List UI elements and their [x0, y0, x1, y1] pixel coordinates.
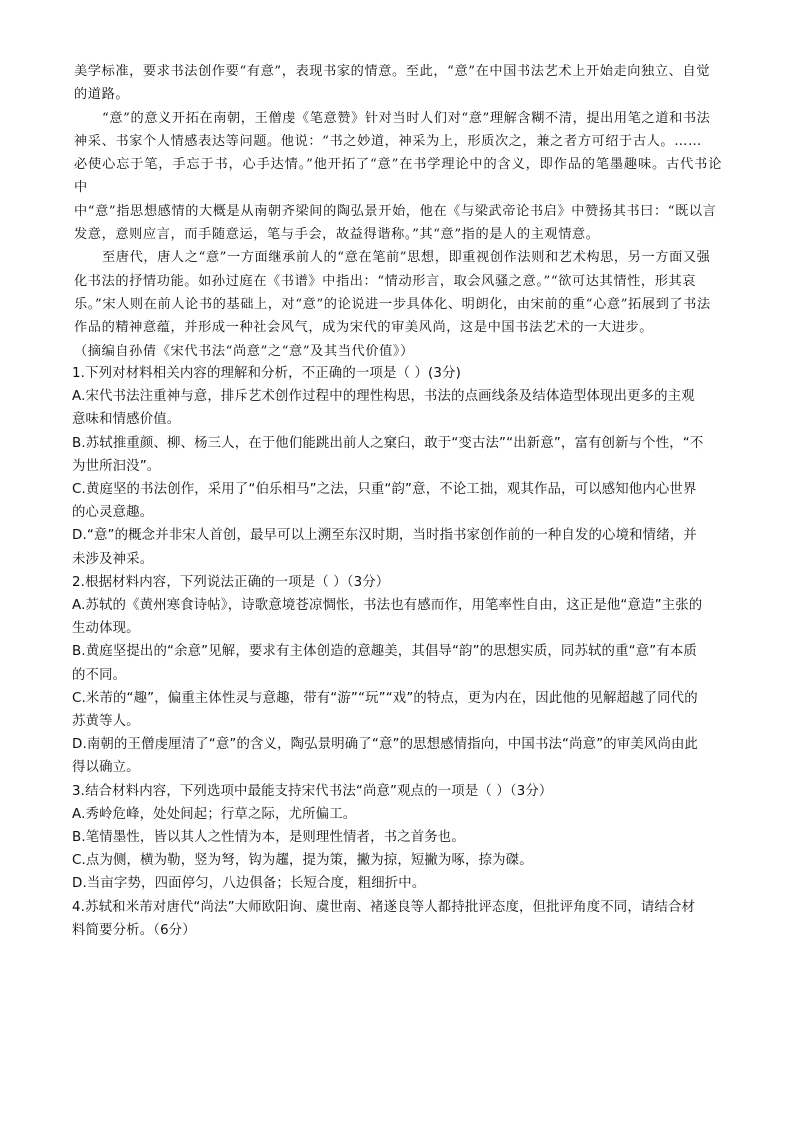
passage-line: 的道路。: [74, 87, 130, 103]
q2-option-d-cont: 得以确立。: [72, 760, 140, 776]
passage-line: 作品的精神意蕴，并形成一种社会风气，成为宋代的审美风尚，这是中国书法艺术的一大进步。: [74, 320, 654, 336]
q1-option-b-cont: 为世所汩没”。: [72, 458, 161, 474]
passage-line: 化书法的抒情功能。如孙过庭在《书谱》中指出：“情动形言，取会风骚之意。”“欲可达其情性，形其哀: [74, 273, 697, 289]
q2-option-a: A.苏轼的《黄州寒食诗帖》，诗歌意境苍凉惆怅，书法也有感而作，用笔率性自由，这正是他“意造”主张的: [72, 598, 703, 614]
passage-source: （摘编自孙倩《宋代书法“尚意”之“意”及其当代价值》）: [74, 343, 414, 359]
q3-option-a: A.秀岭危峰，处处间起；行草之际，尤所偏工。: [72, 806, 357, 822]
q3-option-c: C.点为侧，横为勒，竖为弩，钩为趯，提为策，撇为掠，短撇为啄，捺为磔。: [72, 853, 533, 869]
question-4-stem: 4.苏轼和米芾对唐代“尚法”大师欧阳询、虞世南、褚遂良等人都持批评态度，但批评角度不同，请结合材: [72, 899, 696, 915]
q1-option-b: B.苏轼推重颜、柳、杨三人，在于他们能跳出前人之窠臼，敢于“变古法”“出新意”，富有创新与个性，“不: [72, 435, 704, 451]
q1-option-d-cont: 未涉及神采。: [72, 551, 154, 567]
q2-option-c: C.米芾的“趣”，偏重主体性灵与意趣，带有“游”“玩”“戏”的特点，更为内在，因此他的见解超越了同代的: [72, 690, 698, 706]
passage-line: 神采、书家个人情感表达等问题。他说：“书之妙道，神采为上，形质次之，兼之者方可绍于古人。……: [74, 133, 702, 149]
passage-line: 中“意”指思想感情的大概是从南朝齐梁间的陶弘景开始，他在《与梁武帝论书启》中赞扬其书曰：“既以言: [74, 203, 717, 219]
passage-line: 必使心忘于笔，手忘于书，心手达情。”他开拓了“意”在书学理论中的含义，即作品的笔墨趣味。古代书论中: [74, 157, 722, 196]
q2-option-b: B.黄庭坚提出的“余意”见解，要求有主体创造的意趣美，其倡导“韵”的思想实质，同苏轼的重“意”有本质: [72, 644, 697, 660]
question-1-stem: 1.下列对材料相关内容的理解和分析，不正确的一项是（ ）(3分): [72, 366, 461, 381]
q2-option-b-cont: 的不同。: [72, 667, 127, 683]
question-3-stem: 3.结合材料内容，下列选项中最能支持宋代书法“尚意”观点的一项是（ ）（3分）: [72, 783, 553, 799]
question-2-stem: 2.根据材料内容，下列说法正确的一项是（ ）（3分）: [72, 574, 390, 590]
passage-line: “意”的意义开拓在南朝，王僧虔《笔意赞》针对当时人们对“意”理解含糊不清，提出用笔之道和书法: [102, 110, 711, 126]
passage-line: 乐。”宋人则在前人论书的基础上，对“意”的论说进一步具体化、明朗化，由宋前的重“心意”拓展到了书法: [74, 296, 711, 312]
passage-line: 美学标准，要求书法创作要“有意”，表现书家的情意。至此，“意”在中国书法艺术上开始走向独立、自觉: [74, 64, 711, 79]
passage-line: 至唐代，唐人之“意”一方面继承前人的“意在笔前”思想，即重视创作法则和艺术构思，另一方面又强: [102, 250, 711, 266]
q1-option-d: D.“意”的概念并非宋人首创，最早可以上溯至东汉时期，当时指书家创作前的一种自发的心境和情绪，并: [72, 528, 697, 544]
q2-option-d: D.南朝的王僧虔厘清了“意”的含义，陶弘景明确了“意”的思想感情指向，中国书法“尚意”的审美风尚由此: [72, 737, 699, 753]
reading-passage: [74, 60, 722, 363]
q2-option-c-cont: 苏黄等人。: [72, 714, 140, 730]
q3-option-b: B.笔情墨性，皆以其人之性情为本，是则理性情者，书之首务也。: [72, 830, 465, 846]
q1-option-c-cont: 的心灵意趣。: [72, 505, 154, 521]
q3-option-d: D.当亩字势，四面停匀，八边俱备；长短合度，粗细折中。: [72, 876, 426, 892]
passage-line: 发意，意则应言，而手随意运，笔与手会，故益得谐称。”其“意”指的是人的主观情意。: [74, 227, 600, 243]
q1-option-a: A.宋代书法注重神与意，排斥艺术创作过程中的理性构思，书法的点画线条及结体造型体现出更多的主观: [72, 389, 695, 405]
q1-option-c: C.黄庭坚的书法创作，采用了“伯乐相马”之法，只重“韵”意，不论工拙，观其作品，可以感知他内心世界: [72, 482, 697, 498]
questions-section: [72, 362, 724, 942]
q1-option-a-cont: 意味和情感价值。: [72, 412, 181, 428]
question-4-stem-cont: 料简要分析。（6分）: [72, 922, 196, 938]
q2-option-a-cont: 生动体现。: [72, 621, 140, 637]
